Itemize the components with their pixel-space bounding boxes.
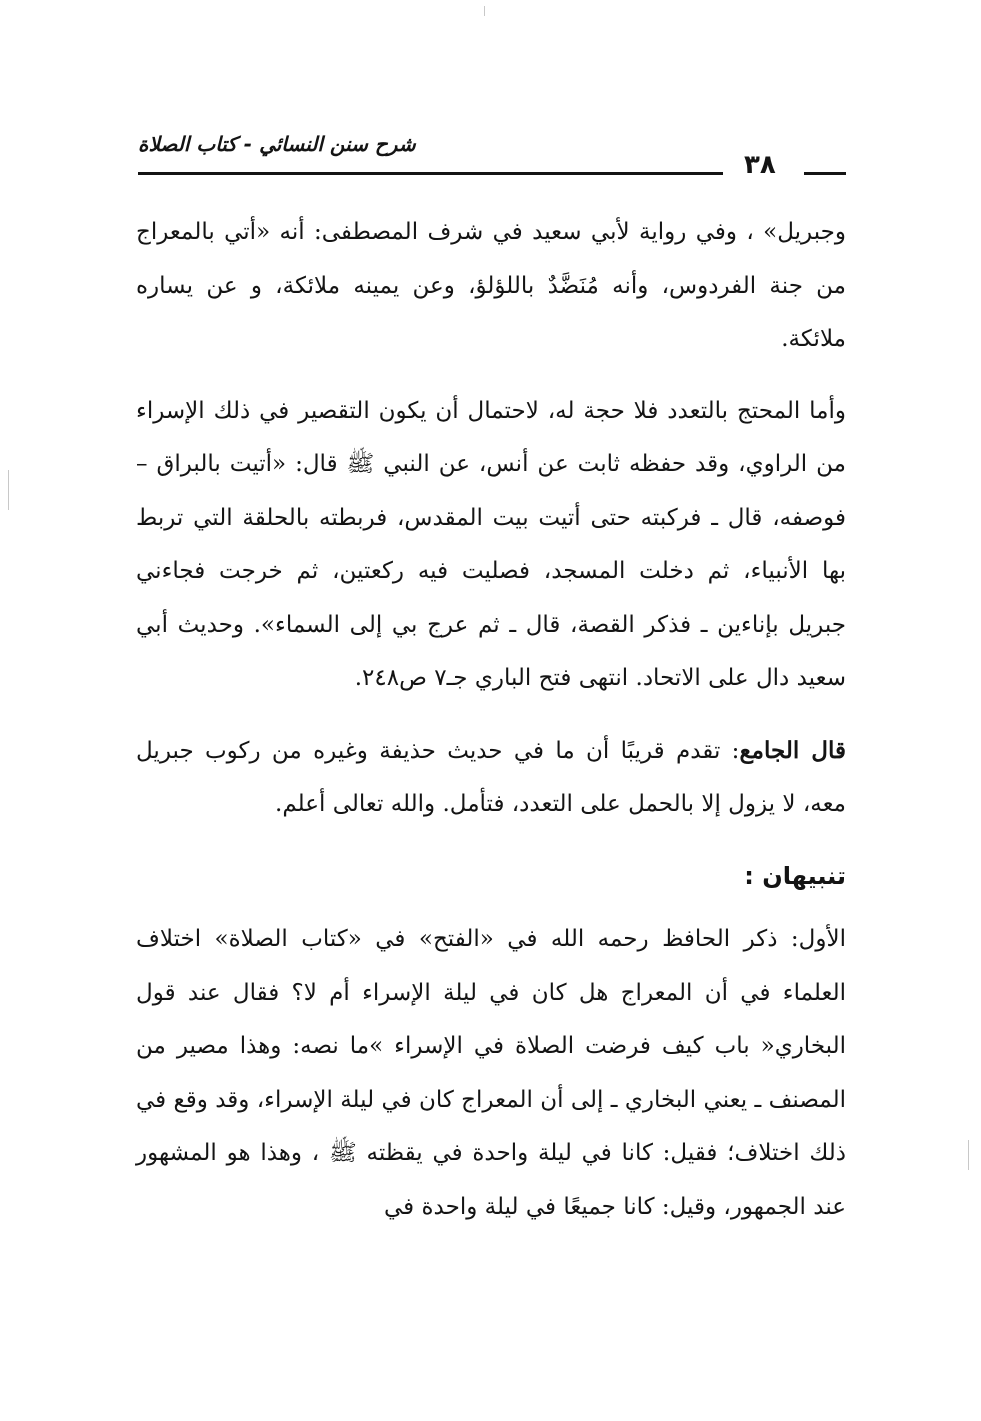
paragraph-3 (136, 724, 846, 832)
body-text (136, 206, 846, 1234)
paragraph-1: وجبريل» ، وفي رواية لأبي سعيد في شرف المصطفى: أنه «أتي بالمعراج من جنة الفردوس، وأنه مُنَضَّدٌ باللؤلؤ، وعن يمينه ملائكة، و عن يساره ملائكة. (136, 219, 846, 352)
section-paragraph-1: الأول: ذكر الحافظ رحمه الله في «الفتح» في «كتاب الصلاة» اختلاف العلماء في أن المعراج هل كان في ليلة الإسراء أم لا؟ فقال عند قول البخاري« باب كيف فرضت الصلاة في الإسراء »ما نصه: وهذا مصير من المصنف ـ يعني البخاري ـ إلى أن المعراج كان في ليلة الإسراء، وقد وقع في ذلك اختلاف؛ فقيل: كانا في ليلة واحدة في يقظته ﷺ ، وهذا هو المشهور عند الجمهور، وقيل: كانا جميعًا في ليلة واحدة في (136, 926, 846, 1220)
running-title: شرح سنن النسائي - كتاب الصلاة (138, 132, 416, 156)
page-number-rule (804, 172, 846, 175)
paragraph-3-lead: قال الجامع (739, 736, 846, 764)
section-heading: تنبيهان : (744, 861, 846, 890)
page-header (138, 128, 846, 178)
paragraph-2: وأما المحتج بالتعدد فلا حجة له، لاحتمال أن يكون التقصير في ذلك الإسراء من الراوي، وقد حفظه ثابت عن أنس، عن النبي ﷺ قال: «أتيت بالبراق – فوصفه، قال ـ فركبته حتى أتيت بيت المقدس، فربطته بالحلقة التي تربط بها الأنبياء، ثم دخلت المسجد، فصليت فيه ركعتين، ثم خرجت فجاءني جبريل بإناءين ـ فذكر القصة، قال ـ ثم عرج بي إلى السماء». وحديث أبي سعيد دال على الاتحاد. انتهى فتح الباري جـ٧ ص٢٤٨. (136, 397, 846, 691)
scan-edge-mark-top (484, 6, 485, 16)
page-number: ٣٨ (744, 150, 776, 180)
header-rule (138, 172, 723, 175)
scan-edge-mark-left (8, 470, 9, 510)
paragraph-3-text: : تقدم قريبًا أن ما في حديث حذيفة وغيره من ركوب جبريل معه، لا يزول إلا بالحمل على التعدد، فتأمل. والله تعالى أعلم. (136, 737, 846, 817)
scan-edge-mark-right (968, 1140, 969, 1170)
